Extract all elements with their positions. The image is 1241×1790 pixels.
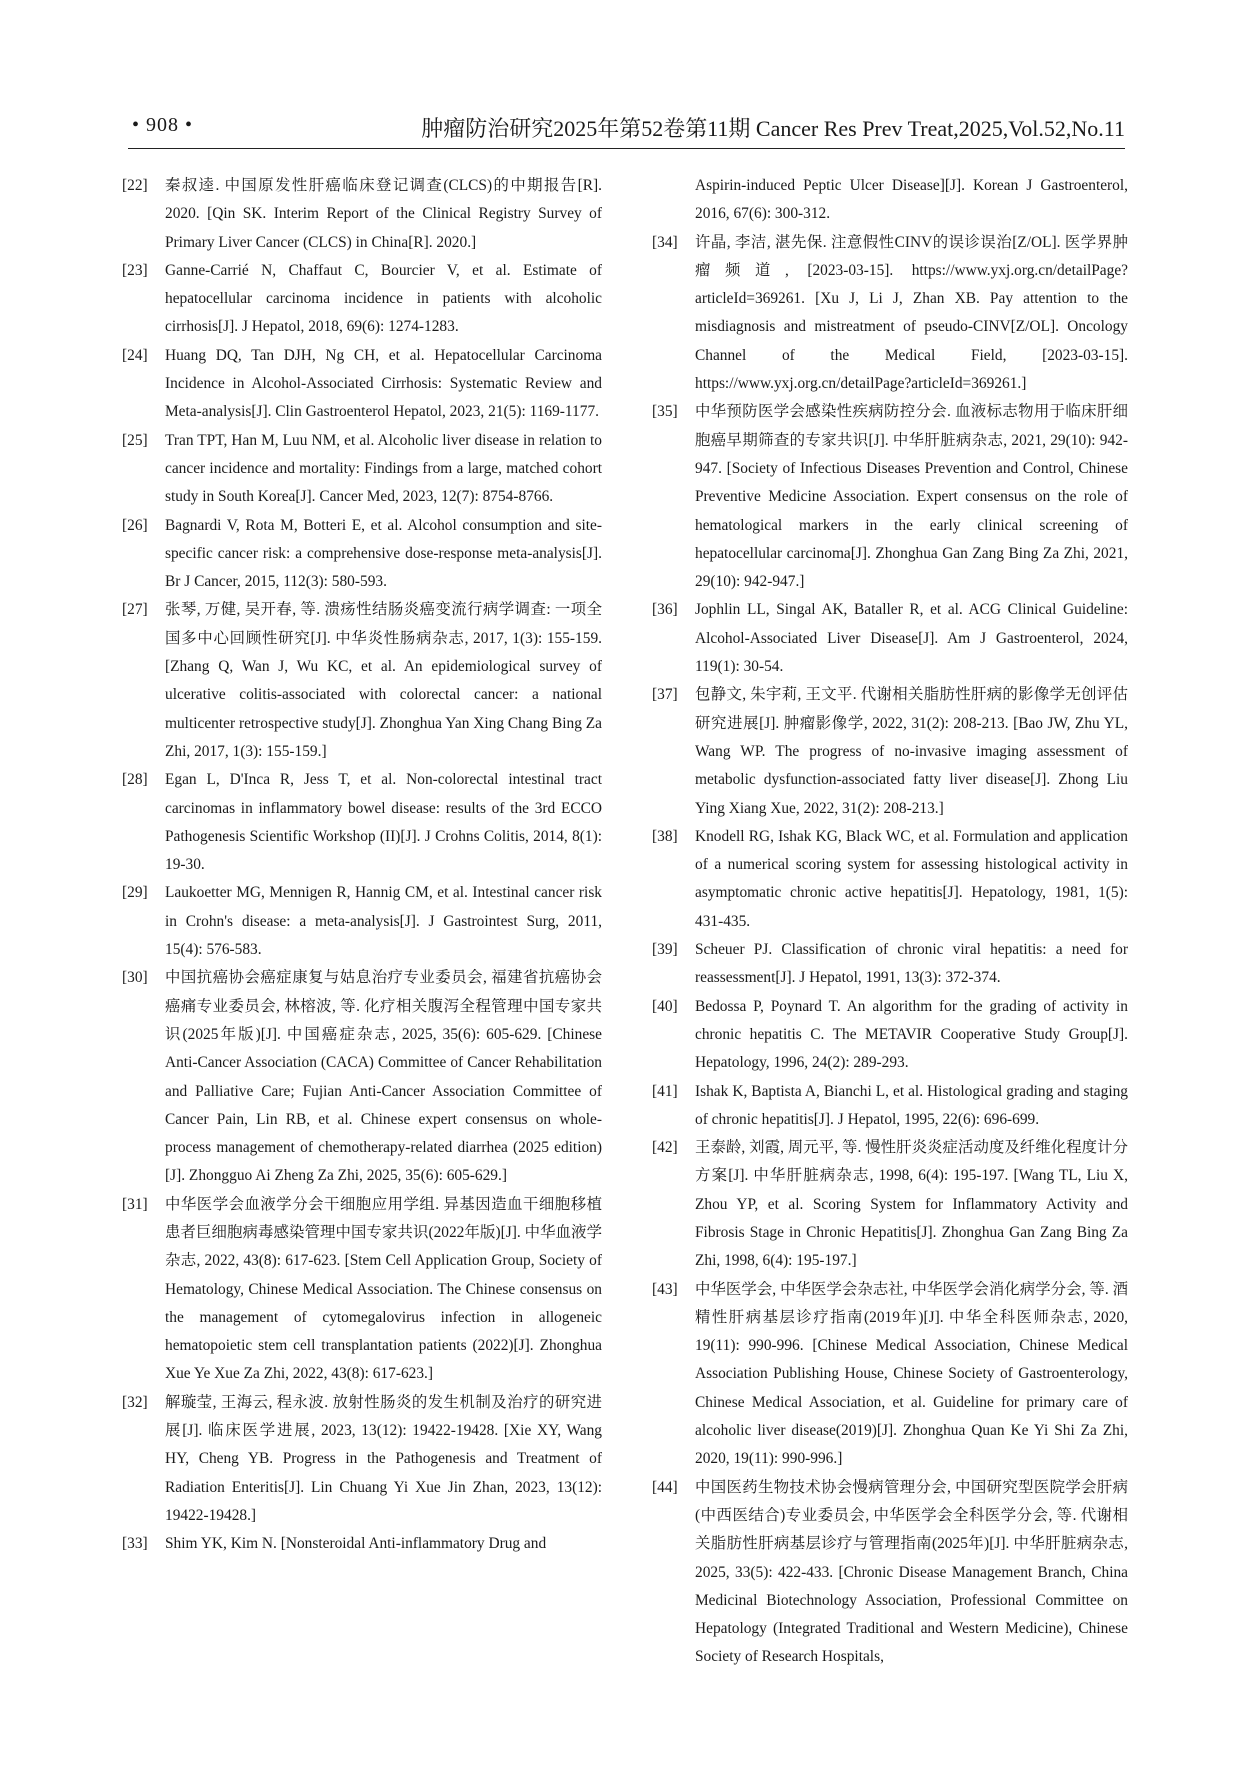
reference-item <box>122 879 602 964</box>
journal-citation-line: 肿瘤防治研究2025年第52卷第11期 Cancer Res Prev Treat,2025,Vol.52,No.11 <box>421 116 1125 141</box>
reference-text: 包静文, 朱宇莉, 王文平. 代谢相关脂肪性肝病的影像学无创评估研究进展[J]. 肿瘤影像学, 2022, 31(2): 208-213. [Bao JW, Zhu YL, Wang WP. The progress of no-invasive imaging assessment of metabolic dysfunction-associated fatty liver disease[J]. Zhong Liu Ying Xiang Xue, 2022, 31(2): 208-213.] <box>695 686 1128 817</box>
reference-item <box>122 1389 602 1530</box>
reference-number: [22] <box>122 177 148 194</box>
reference-text: Laukoetter MG, Mennigen R, Hannig CM, et al. Intestinal cancer risk in Crohn's disease: a meta-analysis[J]. J Gastrointest Surg, 2011, 15(4): 576-583. <box>165 884 602 959</box>
reference-item <box>122 1191 602 1389</box>
reference-number: [44] <box>652 1478 678 1496</box>
reference-number: [28] <box>122 771 148 789</box>
reference-text: Ganne-Carrié N, Chaffaut C, Bourcier V, et al. Estimate of hepatocellular carcinoma incidence in patients with alcoholic cirrhosis[J]. J Hepatol, 2018, 69(6): 1274-1283. <box>165 261 602 336</box>
reference-number: [37] <box>652 686 678 704</box>
reference-text: Shim YK, Kim N. [Nonsteroidal Anti-inflammatory Drug and <box>165 1535 547 1553</box>
reference-text: 中华医学会, 中华医学会杂志社, 中华医学会消化病学分会, 等. 酒精性肝病基层诊疗指南(2019年)[J]. 中华全科医师杂志, 2020, 19(11): 990-996. [Chinese Medical Association, Chinese Medical Association Publishing House, Chinese Society of Gastroenterology, Chinese Medical Association, et al. Guideline for primary care of alcoholic liver disease(2019)[J]. Zhonghua Quan Ke Yi Shi Za Zhi, 2020, 19(11): 990-996.] <box>695 1280 1128 1468</box>
reference-number: [38] <box>652 827 678 845</box>
reference-text: 解璇莹, 王海云, 程永波. 放射性肠炎的发生机制及治疗的研究进展[J]. 临床医学进展, 2023, 13(12): 19422-19428. [Xie XY, Wang HY, Cheng YB. Progress in the Pathogenesis and Treatment of Radiation Enteritis[J]. Lin Chuang Yi Xue Jin Zhan, 2023, 13(12): 19422-19428.] <box>165 1393 602 1524</box>
reference-number: [41] <box>652 1082 678 1100</box>
reference-item <box>122 964 602 1190</box>
reference-item <box>652 1078 1128 1135</box>
reference-text: Huang DQ, Tan DJH, Ng CH, et al. Hepatocellular Carcinoma Incidence in Alcohol-Associated Cirrhosis: Systematic Review and Meta-analysis[J]. Clin Gastroenterol Hepatol, 2023, 21(5): 1169-1177. <box>165 346 602 421</box>
reference-text: Bedossa P, Poynard T. An algorithm for the grading of activity in chronic hepatitis C. The METAVIR Cooperative Study Group[J]. Hepatology, 1996, 24(2): 289-293. <box>695 997 1128 1072</box>
reference-item <box>652 936 1128 993</box>
reference-item <box>122 427 602 512</box>
reference-list-left <box>122 172 602 1559</box>
reference-number: [31] <box>122 1195 148 1213</box>
reference-text: 王泰龄, 刘霞, 周元平, 等. 慢性肝炎炎症活动度及纤维化程度计分方案[J]. 中华肝脏病杂志, 1998, 6(4): 195-197. [Wang TL, Liu X, Zhou YP, et al. Scoring System for Inflammatory Activity and Fibrosis Stage in Chronic Hepatitis[J]. Zhonghua Gan Zang Bing Za Zhi, 1998, 6(4): 195-197.] <box>695 1139 1128 1270</box>
reference-text: 中国医药生物技术协会慢病管理分会, 中国研究型医院学会肝病(中西医结合)专业委员会, 中华医学会全科医学分会, 等. 代谢相关脂肪性肝病基层诊疗与管理指南(2025年)[J]. 中华肝脏病杂志, 2025, 33(5): 422-433. [Chronic Disease Management Branch, China Medicinal Biotechnology Association, Professional Committee on Hepatology (Integrated Traditional and Western Medicine), Chinese Society of Research Hospitals, <box>695 1478 1128 1666</box>
reference-text: Egan L, D'Inca R, Jess T, et al. Non-colorectal intestinal tract carcinomas in inflammatory bowel disease: results of the 3rd ECCO Pathogenesis Scientific Workshop (II)[J]. J Crohns Colitis, 2014, 8(1): 19-30. <box>165 771 602 874</box>
reference-item <box>122 596 602 766</box>
reference-text: 许晶, 李洁, 湛先保. 注意假性CINV的误诊误治[Z/OL]. 医学界肿瘤频道, [2023-03-15]. https://www.yxj.org.cn/detailPage?articleId=369261. [Xu J, Li J, Zhan XB. Pay attention to the misdiagnosis and mistreatment of pseudo-CINV[Z/OL]. Oncology Channel of the Medical Field, [2023-03-15]. https://www.yxj.org.cn/detailPage?articleId=369261.] <box>695 233 1128 393</box>
reference-text: 张琴, 万健, 吴开春, 等. 溃疡性结肠炎癌变流行病学调查: 一项全国多中心回顾性研究[J]. 中华炎性肠病杂志, 2017, 1(3): 155-159. [Zhang Q, Wan J, Wu KC, et al. An epidemiological survey of ulcerative colitis-associated with colorectal cancer: a national multicenter retrospective study[J]. Zhonghua Yan Xing Chang Bing Za Zhi, 2017, 1(3): 155-159.] <box>165 601 602 760</box>
reference-text: Jophlin LL, Singal AK, Bataller R, et al. ACG Clinical Guideline: Alcohol-Associated Liver Disease[J]. Am J Gastroenterol, 2024, 119(1): 30-54. <box>695 601 1128 676</box>
reference-item <box>122 512 602 597</box>
reference-item <box>652 1276 1128 1474</box>
reference-text: Tran TPT, Han M, Luu NM, et al. Alcoholic liver disease in relation to cancer incidence and mortality: Findings from a large, matched cohort study in South Korea[J]. Cancer Med, 2023, 12(7): 8754-8766. <box>165 431 602 506</box>
reference-number: [40] <box>652 997 678 1015</box>
reference-number: [43] <box>652 1280 678 1298</box>
reference-item <box>122 1530 602 1558</box>
reference-item <box>122 342 602 427</box>
reference-number: [39] <box>652 941 678 959</box>
reference-item <box>652 229 1128 399</box>
reference-text: 中华医学会血液学分会干细胞应用学组. 异基因造血干细胞移植患者巨细胞病毒感染管理中国专家共识(2022年版)[J]. 中华血液学杂志, 2022, 43(8): 617-623. [Stem Cell Application Group, Society of Hematology, Chinese Medical Association. The Chinese consensus on the management of cytomegalovirus infection in allogeneic hematopoietic stem cell transplantation patients (2022)[J]. Zhonghua Xue Ye Xue Za Zhi, 2022, 43(8): 617-623.] <box>165 1195 602 1383</box>
reference-number: [29] <box>122 884 148 902</box>
reference-number: [25] <box>122 431 148 449</box>
reference-item <box>652 1134 1128 1275</box>
reference-text: 中华预防医学会感染性疾病防控分会. 血液标志物用于临床肝细胞癌早期筛查的专家共识[J]. 中华肝脏病杂志, 2021, 29(10): 942-947. [Society of Infectious Diseases Prevention and Control, Chinese Preventive Medicine Association. Expert consensus on the role of hematological markers in the early clinical screening of hepatocellular carcinoma[J]. Zhonghua Gan Zang Bing Za Zhi, 2021, 29(10): 942-947.] <box>695 403 1128 591</box>
reference-text: 中国抗癌协会癌症康复与姑息治疗专业委员会, 福建省抗癌协会癌痛专业委员会, 林榕波, 等. 化疗相关腹泻全程管理中国专家共识(2025年版)[J]. 中国癌症杂志, 2025, 35(6): 605-629. [Chinese Anti-Cancer Association (CACA) Committee of Cancer Rehabilitation and Palliative Care; Fujian Anti-Cancer Association Committee of Cancer Pain, Lin RB, et al. Chinese expert consensus on whole-process management of chemotherapy-related diarrhea (2025 edition)[J]. Zhongguo Ai Zheng Za Zhi, 2025, 35(6): 605-629.] <box>165 969 602 1185</box>
page-number: • 908 • <box>132 114 194 136</box>
reference-number: [35] <box>652 403 678 421</box>
reference-item <box>122 766 602 879</box>
reference-text: Bagnardi V, Rota M, Botteri E, et al. Alcohol consumption and site-specific cancer risk: a comprehensive dose-response meta-analysis[J]. Br J Cancer, 2015, 112(3): 580-593. <box>165 516 602 591</box>
reference-number: [42] <box>652 1139 678 1157</box>
reference-item <box>652 993 1128 1078</box>
reference-item <box>652 398 1128 596</box>
reference-number: [30] <box>122 969 148 987</box>
reference-continuation: Aspirin-induced Peptic Ulcer Disease][J]. Korean J Gastroenterol, 2016, 67(6): 300-312. <box>695 177 1128 223</box>
reference-number: [26] <box>122 516 148 534</box>
reference-number: [32] <box>122 1393 148 1411</box>
reference-item <box>122 172 602 257</box>
reference-text: 秦叔逵. 中国原发性肝癌临床登记调查(CLCS)的中期报告[R]. 2020. [Qin SK. Interim Report of the Clinical Registry Survey of Primary Liver Cancer (CLCS) in China[R]. 2020.] <box>165 177 602 251</box>
reference-number: [27] <box>122 601 148 619</box>
reference-number: [24] <box>122 346 148 364</box>
reference-number: [36] <box>652 601 678 619</box>
reference-item <box>122 257 602 342</box>
reference-item <box>652 823 1128 936</box>
reference-item <box>652 596 1128 681</box>
reference-number: [33] <box>122 1535 148 1553</box>
reference-number: [34] <box>652 233 678 251</box>
running-header <box>128 108 1125 149</box>
reference-text: Scheuer PJ. Classification of chronic viral hepatitis: a need for reassessment[J]. J Hepatol, 1991, 13(3): 372-374. <box>695 941 1128 987</box>
reference-item <box>652 1474 1128 1672</box>
reference-text: Knodell RG, Ishak KG, Black WC, et al. Formulation and application of a numerical scoring system for assessing histological activity in asymptomatic chronic active hepatitis[J]. Hepatology, 1981, 1(5): 431-435. <box>695 827 1128 930</box>
reference-list-right <box>652 172 1128 1672</box>
reference-number: [23] <box>122 261 148 279</box>
reference-text: Ishak K, Baptista A, Bianchi L, et al. Histological grading and staging of chronic hepatitis[J]. J Hepatol, 1995, 22(6): 696-699. <box>695 1082 1128 1128</box>
reference-item <box>652 681 1128 822</box>
